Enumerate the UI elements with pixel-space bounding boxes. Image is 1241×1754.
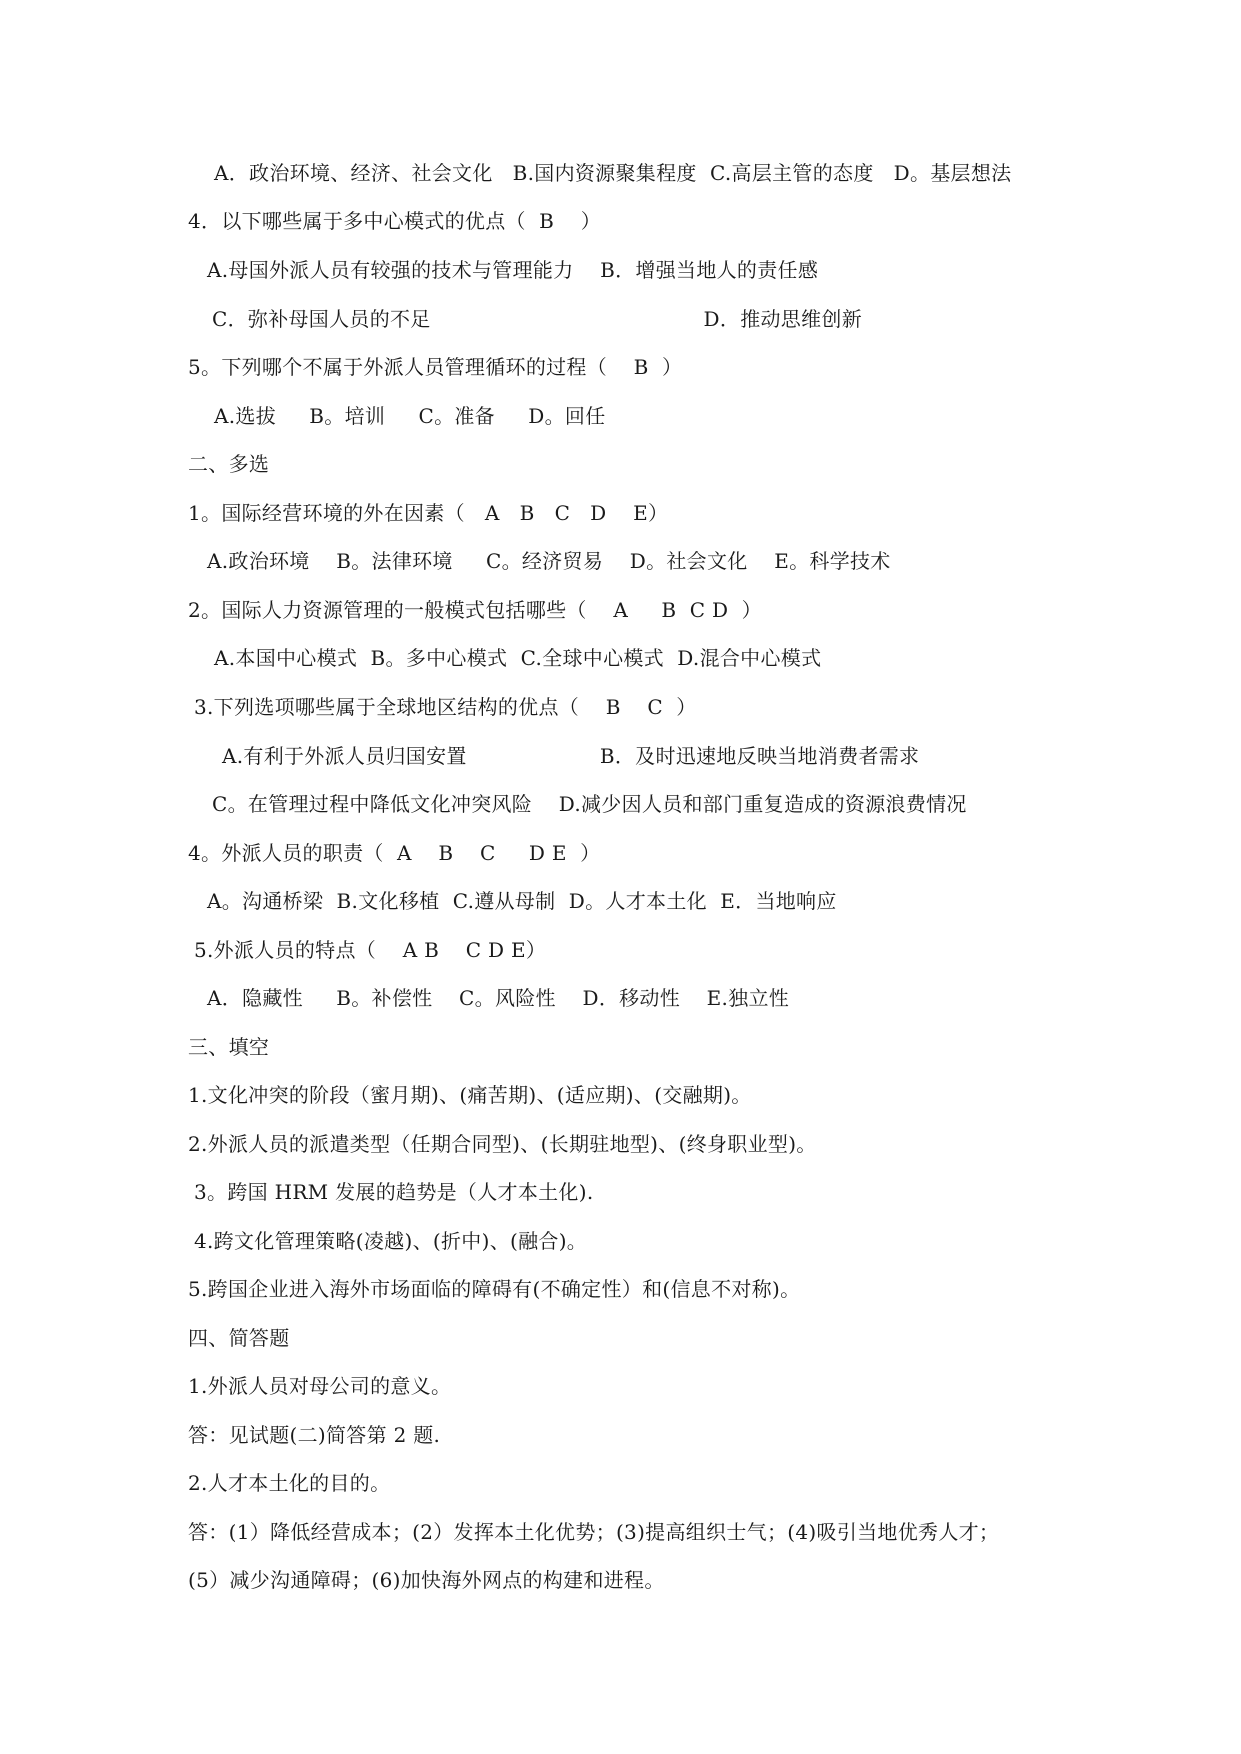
fill2: 2.外派人员的派遣类型（任期合同型)、(长期驻地型)、(终身职业型)。 xyxy=(188,1132,817,1156)
mc2-options: A.本国中心模式 B。多中心模式 C.全球中心模式 D.混合中心模式 xyxy=(214,646,822,670)
mc1-question: 1。国际经营环境的外在因素（ A B C D E） xyxy=(188,501,669,525)
section-heading-fill-in: 三、填空 xyxy=(188,1035,270,1059)
q4-options-line-2: C．弥补母国人员的不足 D．推动思维创新 xyxy=(212,307,862,331)
q4-question: 4．以下哪些属于多中心模式的优点（ B ） xyxy=(188,209,602,233)
fill1: 1.文化冲突的阶段（蜜月期)、(痛苦期)、(适应期)、(交融期)。 xyxy=(188,1083,752,1107)
mc3-options-line-2: C。在管理过程中降低文化冲突风险 D.减少因人员和部门重复造成的资源浪费情况 xyxy=(212,792,967,816)
mc4-question: 4。外派人员的职责（ A B C D E ） xyxy=(188,841,601,865)
q5-question: 5。下列哪个不属于外派人员管理循环的过程（ B ） xyxy=(188,355,683,379)
mc5-question: 5.外派人员的特点（ A B C D E） xyxy=(194,938,547,962)
q5-options: A.选拔 B。培训 C。准备 D。回任 xyxy=(214,404,606,428)
mc5-options: A．隐藏性 B。补偿性 C。风险性 D．移动性 E.独立性 xyxy=(207,986,790,1010)
q4-options-line-1: A.母国外派人员有较强的技术与管理能力 B．增强当地人的责任感 xyxy=(207,258,819,282)
q3-options-line: A．政治环境、经济、社会文化 B.国内资源聚集程度 C.高层主管的态度 D。基层想法 xyxy=(214,161,1012,185)
mc3-question: 3.下列选项哪些属于全球地区结构的优点（ B C ） xyxy=(194,695,697,719)
sa2-answer-line-2: (5）减少沟通障碍；(6)加快海外网点的构建和进程。 xyxy=(188,1568,665,1592)
mc4-options: A。沟通桥梁 B.文化移植 C.遵从母制 D。人才本土化 E．当地响应 xyxy=(207,889,837,913)
fill4: 4.跨文化管理策略(凌越)、(折中)、(融合)。 xyxy=(194,1229,588,1253)
fill3: 3。跨国 HRM 发展的趋势是（人才本土化). xyxy=(194,1180,594,1204)
sa2-question: 2.人才本土化的目的。 xyxy=(188,1471,391,1495)
mc3-options-line-1: A.有利于外派人员归国安置 B．及时迅速地反映当地消费者需求 xyxy=(222,744,920,768)
section-heading-short-answer: 四、简答题 xyxy=(188,1326,290,1350)
sa2-answer-line-1: 答：(1）降低经营成本；(2）发挥本土化优势；(3)提高组织士气；(4)吸引当地优秀人才； xyxy=(188,1520,1000,1544)
fill5: 5.跨国企业进入海外市场面临的障碍有(不确定性）和(信息不对称)。 xyxy=(188,1277,801,1301)
mc1-options: A.政治环境 B。法律环境 C。经济贸易 D。社会文化 E。科学技术 xyxy=(207,549,891,573)
sa1-answer: 答：见试题(二)简答第 2 题. xyxy=(188,1423,441,1447)
section-heading-multiple-choice: 二、多选 xyxy=(188,452,270,476)
mc2-question: 2。国际人力资源管理的一般模式包括哪些（ A B C D ） xyxy=(188,598,762,622)
sa1-question: 1.外派人员对母公司的意义。 xyxy=(188,1374,452,1398)
